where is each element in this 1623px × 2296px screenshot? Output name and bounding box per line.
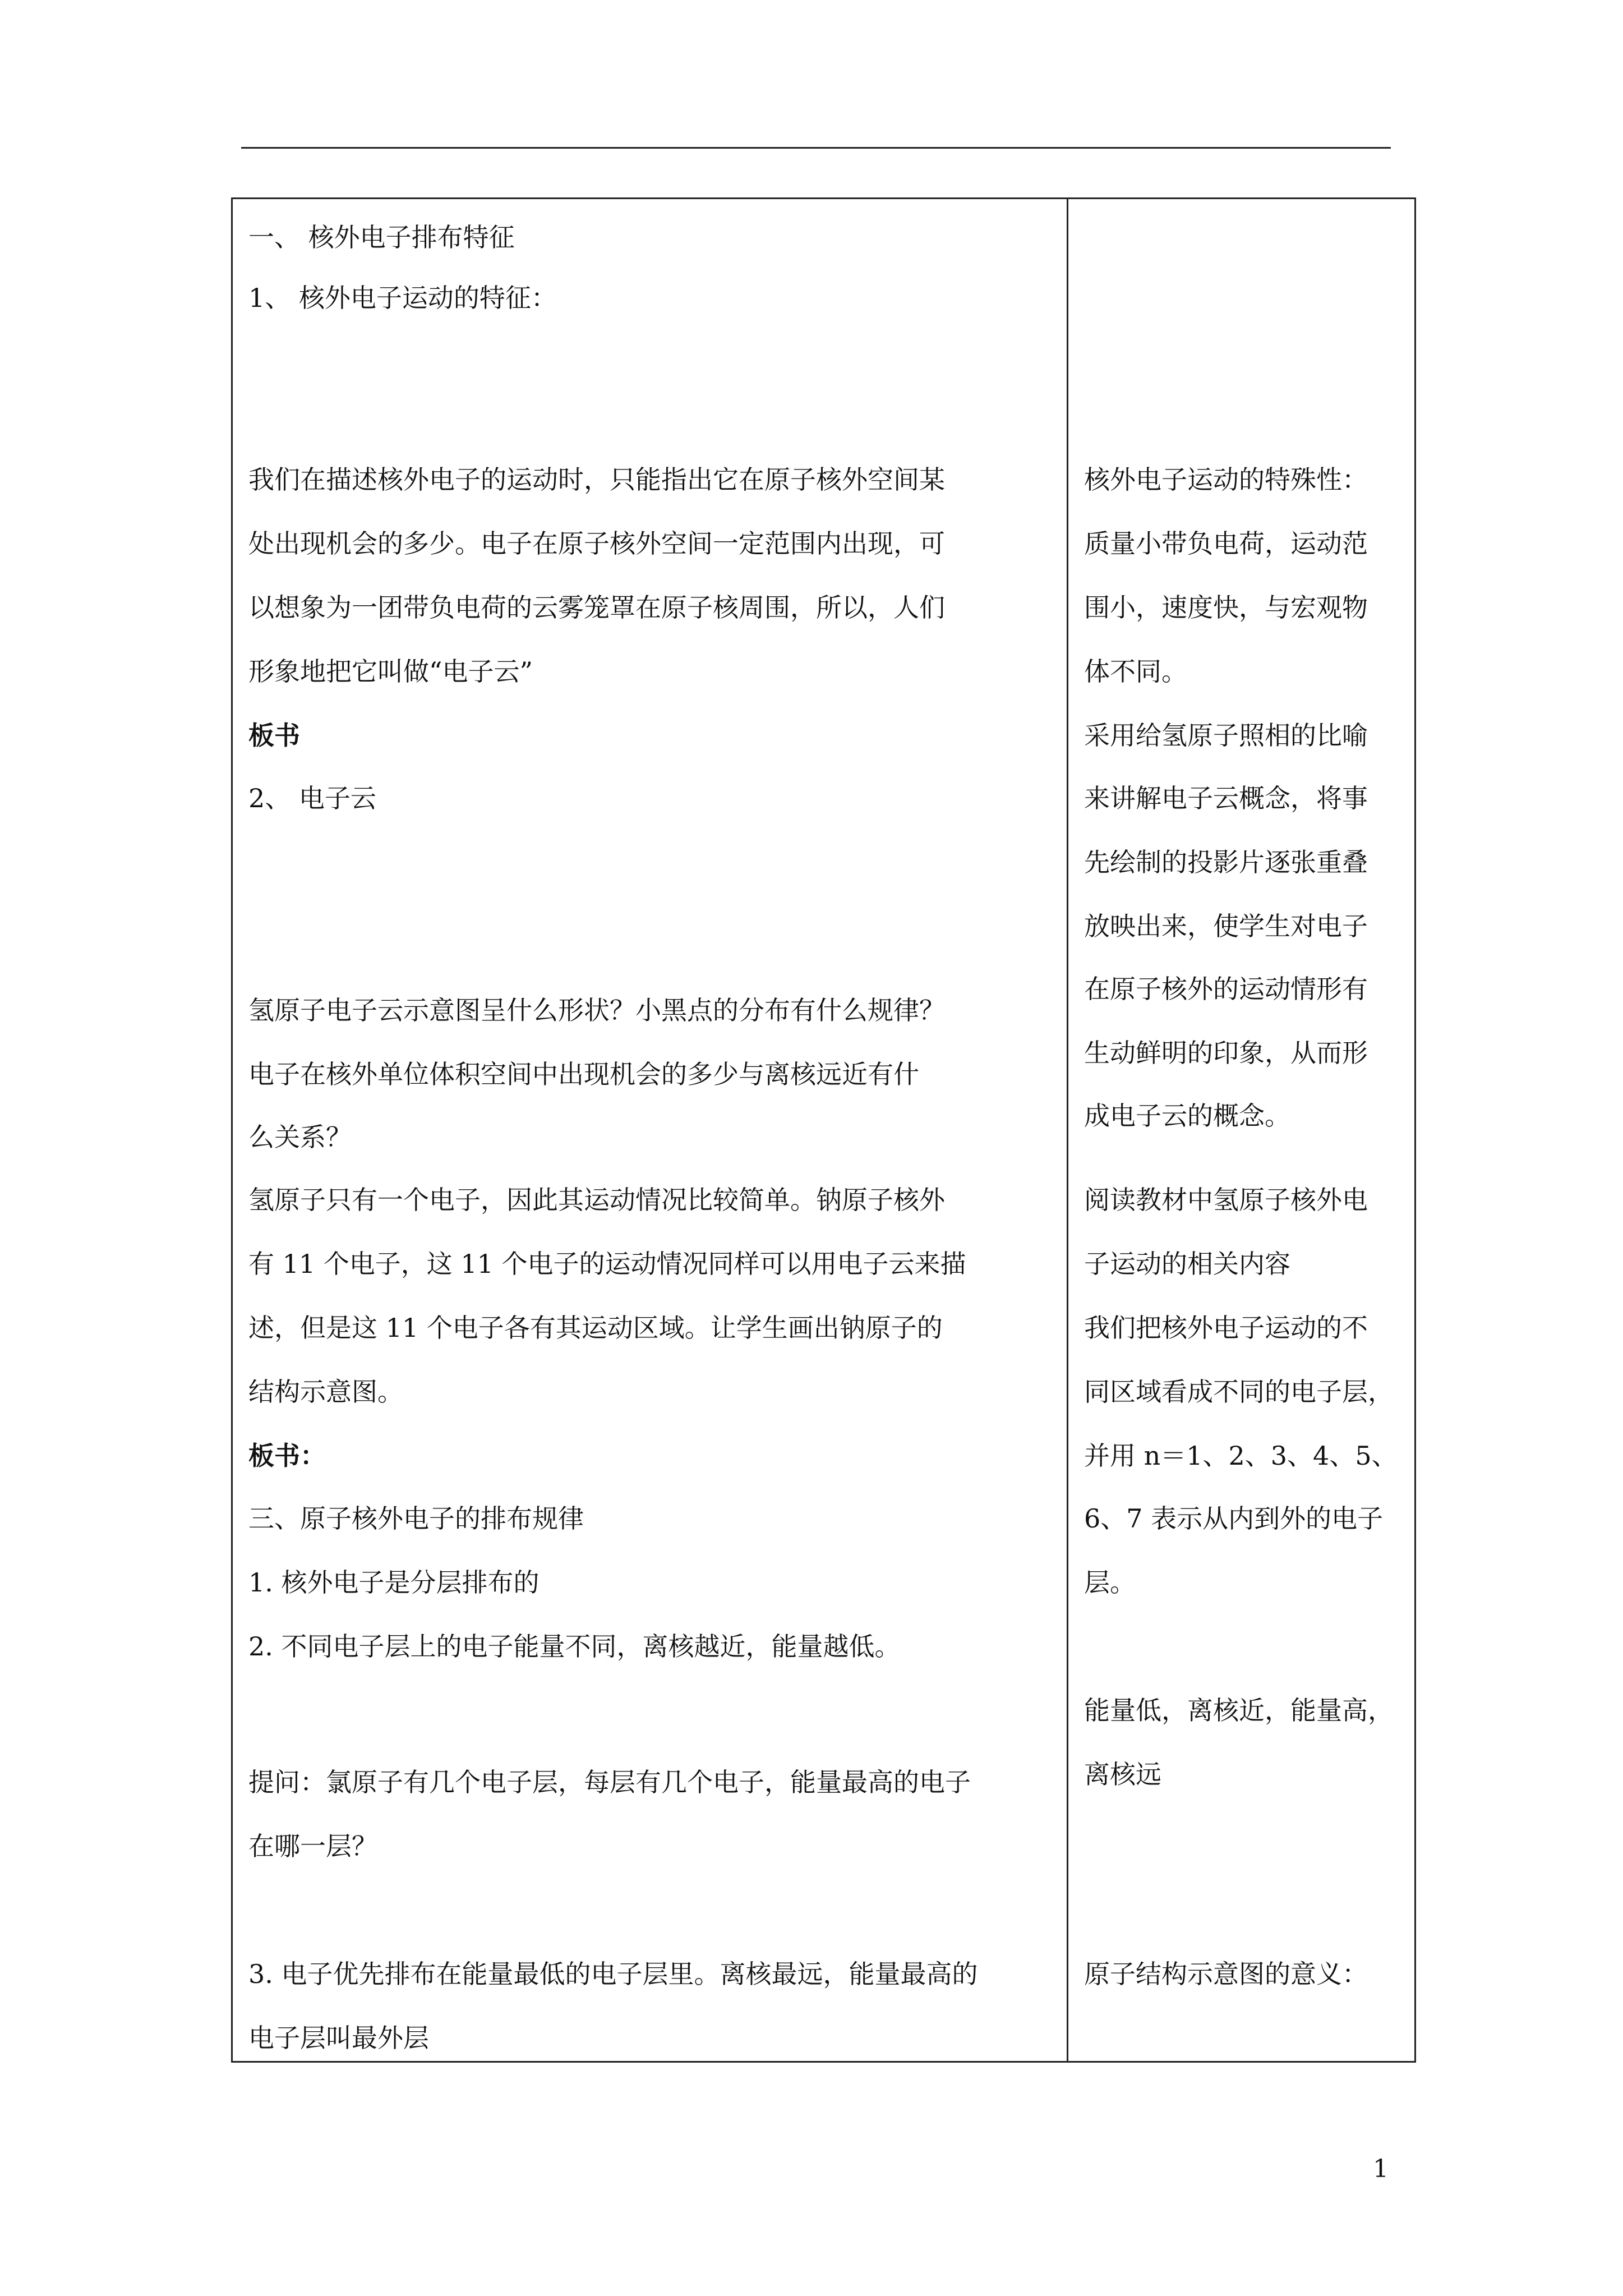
main-text-p2-l4: 结构示意图。	[248, 1377, 403, 1407]
main-text-p1-l4: 形象地把它叫做“电子云”	[248, 656, 533, 687]
main-text-q1-l3: 么关系？	[248, 1122, 352, 1152]
side-note-s3-l1: 阅读教材中氢原子核外电	[1084, 1185, 1368, 1215]
side-note-s2-l2: 来讲解电子云概念，将事	[1084, 783, 1368, 813]
header-rule	[241, 147, 1391, 149]
side-note-s1-l2: 质量小带负电荷，运动范	[1084, 528, 1368, 559]
main-text-h1: 一、 核外电子排布特征	[248, 222, 515, 252]
side-note-s4-l5: 层。	[1084, 1567, 1136, 1598]
side-note-s4-l1: 我们把核外电子运动的不	[1084, 1313, 1368, 1343]
side-note-s1-l4: 体不同。	[1084, 656, 1187, 687]
page-number: 1	[1373, 2155, 1389, 2183]
main-text-p1-l3: 以想象为一团带负电荷的云雾笼罩在原子核周围，所以，人们	[248, 592, 945, 623]
side-note-s2-l3: 先绘制的投影片逐张重叠	[1084, 847, 1368, 877]
side-note-s5-l2: 离核远	[1084, 1759, 1161, 1789]
main-text-p1-l2: 处出现机会的多少。电子在原子核外空间一定范围内出现，可	[248, 528, 945, 559]
side-note-s4-l4: 6、7 表示从内到外的电子	[1084, 1503, 1384, 1534]
main-text-q2-l1: 提问：氯原子有几个电子层，每层有几个电子，能量最高的电子	[248, 1767, 971, 1797]
lesson-table	[231, 197, 1416, 2063]
main-text-q1-l1: 氢原子电子云示意图呈什么形状？小黑点的分布有什么规律？	[248, 995, 945, 1025]
main-text-rule1: 1. 核外电子是分层排布的	[248, 1567, 540, 1598]
main-text-p2-l1: 氢原子只有一个电子，因此其运动情况比较简单。钠原子核外	[248, 1185, 945, 1215]
side-note-s2-l5: 在原子核外的运动情形有	[1084, 974, 1368, 1004]
main-text-h1-2: 2、 电子云	[248, 783, 376, 813]
main-text-q1-l2: 电子在核外单位体积空间中出现机会的多少与离核远近有什	[248, 1059, 919, 1089]
main-text-p2-l3: 述，但是这 11 个电子各有其运动区域。让学生画出钠原子的	[248, 1313, 943, 1343]
main-text-rule3-l2: 电子层叫最外层	[248, 2023, 429, 2053]
side-note-s6-l1: 原子结构示意图的意义：	[1084, 1959, 1368, 1989]
main-text-q2-l2: 在哪一层？	[248, 1831, 377, 1861]
main-text-rule3-l1: 3. 电子优先排布在能量最低的电子层里。离核最远，能量最高的	[248, 1959, 978, 1989]
side-note-s4-l2: 同区域看成不同的电子层，	[1084, 1377, 1394, 1407]
main-text-board1: 板书	[248, 720, 300, 751]
main-text-p2-l2: 有 11 个电子，这 11 个电子的运动情况同样可以用电子云来描	[248, 1249, 966, 1279]
side-note-s1-l3: 围小，速度快，与宏观物	[1084, 592, 1368, 623]
main-text-p1-l1: 我们在描述核外电子的运动时，只能指出它在原子核外空间某	[248, 464, 945, 495]
side-note-s1-l1: 核外电子运动的特殊性：	[1084, 464, 1368, 495]
main-text-board2: 板书：	[248, 1441, 326, 1471]
main-text-h1-1: 1、 核外电子运动的特征：	[248, 283, 557, 313]
main-text-rule2: 2. 不同电子层上的电子能量不同，离核越近，能量越低。	[248, 1631, 901, 1662]
side-note-s2-l1: 采用给氢原子照相的比喻	[1084, 720, 1368, 751]
side-note-s5-l1: 能量低，离核近，能量高，	[1084, 1695, 1394, 1726]
side-note-s4-l3: 并用 n＝1、2、3、4、5、	[1084, 1441, 1398, 1471]
side-note-s2-l4: 放映出来，使学生对电子	[1084, 911, 1368, 941]
main-text-h3: 三、原子核外电子的排布规律	[248, 1503, 584, 1534]
side-note-s2-l6: 生动鲜明的印象，从而形	[1084, 1038, 1368, 1068]
side-note-s3-l2: 子运动的相关内容	[1084, 1249, 1290, 1279]
side-note-s2-l7: 成电子云的概念。	[1084, 1101, 1290, 1131]
column-divider	[1067, 199, 1068, 2061]
